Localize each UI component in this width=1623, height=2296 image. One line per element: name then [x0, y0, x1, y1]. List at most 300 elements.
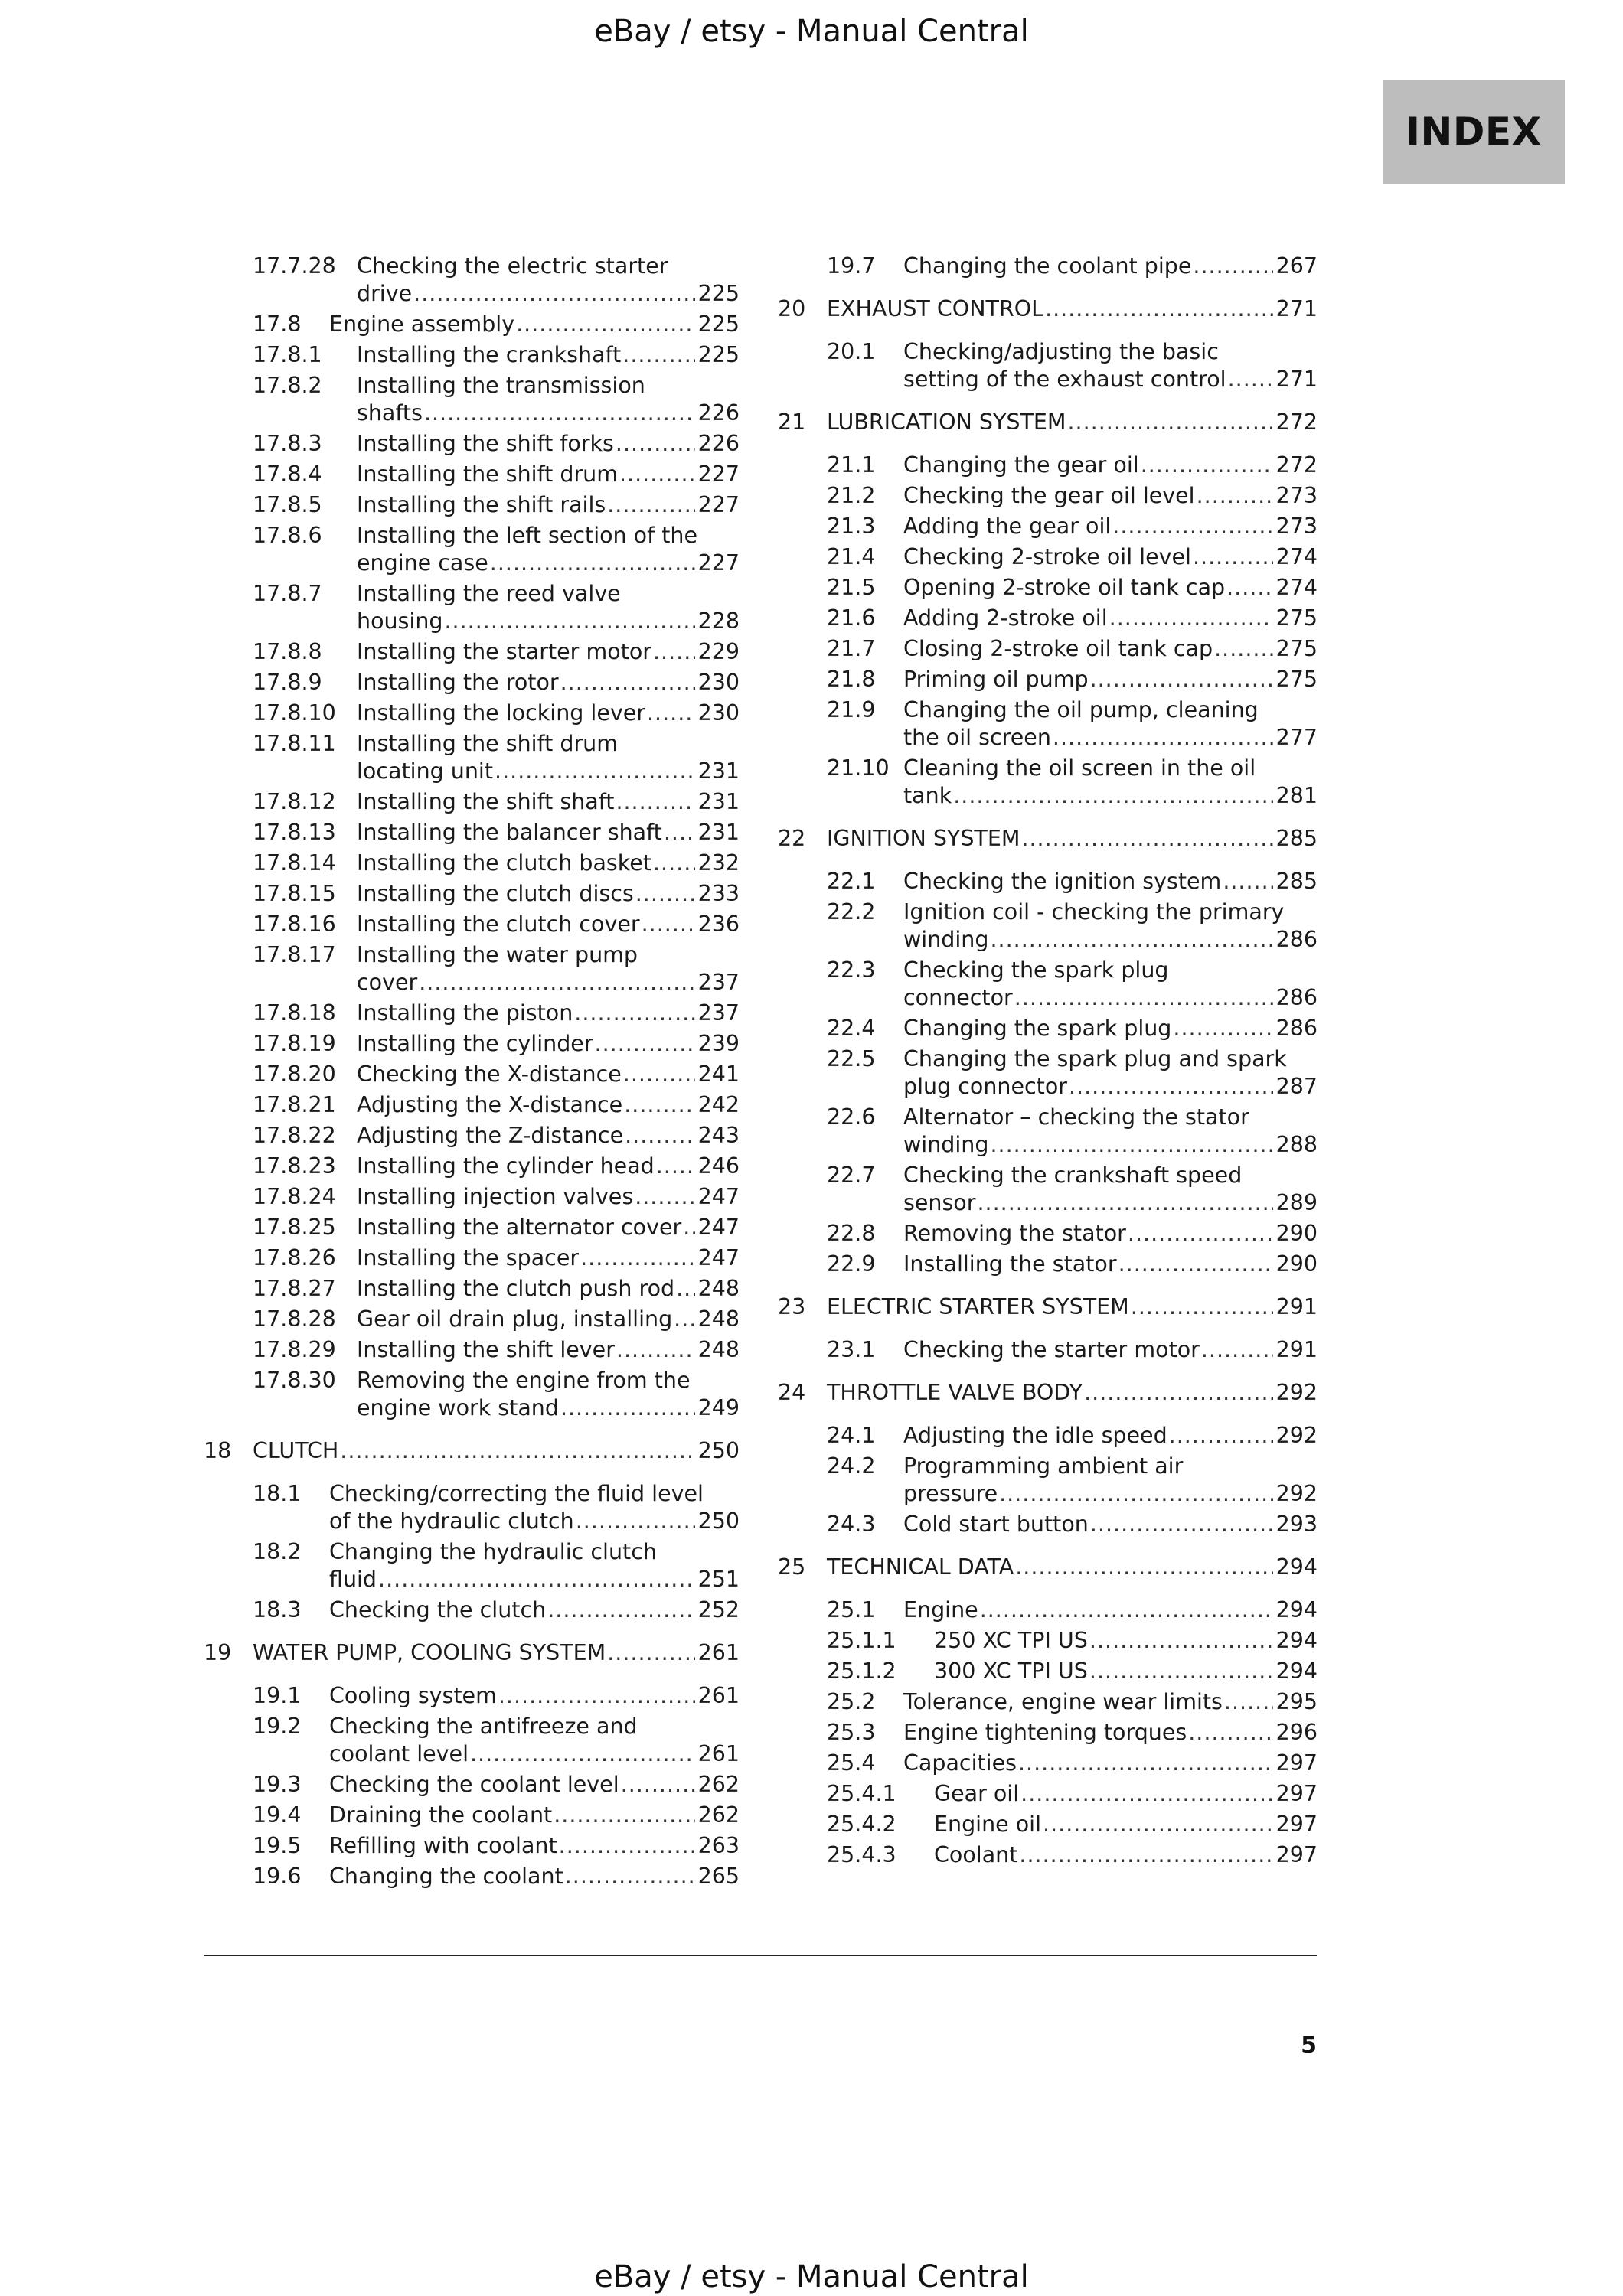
toc-entry-title: Removing the stator	[903, 1221, 1126, 1246]
toc-entry	[204, 1480, 740, 1535]
index-tab	[1383, 80, 1565, 184]
toc-entry	[778, 1511, 1318, 1538]
toc-entry-title: winding	[903, 927, 989, 952]
toc-entry-title: TECHNICAL DATA	[827, 1554, 1014, 1580]
toc-entry-number: 17.8.15	[253, 881, 336, 906]
dot-leader	[1015, 1554, 1272, 1581]
toc-entry	[204, 669, 740, 696]
toc-entry-page: 226	[697, 400, 740, 426]
toc-entry-title: Tolerance, engine wear limits	[903, 1689, 1223, 1714]
dot-leader	[1201, 1336, 1273, 1364]
toc-entry	[204, 341, 740, 369]
toc-entry-title: cover	[357, 970, 418, 995]
dot-leader	[554, 1802, 694, 1829]
dot-leader	[1223, 868, 1272, 895]
toc-entry-title: Changing the hydraulic clutch	[329, 1539, 657, 1564]
dot-leader	[516, 311, 695, 338]
toc-entry-page: 247	[697, 1245, 740, 1270]
toc-entry-title: coolant level	[329, 1741, 469, 1766]
toc-entry-number: 25.2	[827, 1689, 876, 1714]
dot-leader	[1224, 1688, 1273, 1716]
toc-entry-page: 226	[697, 431, 740, 456]
toc-entry-page: 286	[1275, 927, 1318, 952]
dot-leader	[1193, 543, 1273, 571]
toc-entry	[778, 1841, 1318, 1869]
toc-entry-number: 24.3	[827, 1512, 876, 1537]
toc-entry-title: pressure	[903, 1481, 998, 1506]
toc-entry-page: 230	[697, 670, 740, 695]
toc-entry-title: Engine tightening torques	[903, 1720, 1187, 1745]
toc-entry-title: Changing the gear oil	[903, 452, 1139, 478]
toc-entry-page: 261	[697, 1683, 740, 1708]
toc-entry-number: 17.8.1	[253, 342, 322, 367]
toc-entry-number: 18	[204, 1438, 232, 1463]
toc-entry	[204, 1713, 740, 1768]
toc-entry-title: Changing the coolant pipe	[903, 253, 1192, 279]
toc-entry-title: Installing the shift drum	[357, 461, 618, 487]
dot-leader	[1020, 1780, 1272, 1808]
toc-entry-page: 262	[697, 1802, 740, 1828]
toc-entry-title: Changing the coolant	[329, 1864, 563, 1889]
toc-entry-number: 17.8.10	[253, 700, 336, 726]
toc-entry-page: 295	[1275, 1689, 1318, 1714]
toc-entry-title: Changing the oil pump, cleaning	[903, 697, 1259, 722]
toc-entry	[778, 755, 1318, 810]
toc-entry-title: Ignition coil - checking the primary	[903, 899, 1285, 925]
toc-entry-title: Installing the transmission	[357, 373, 645, 398]
dot-leader	[444, 608, 694, 635]
toc-entry	[204, 700, 740, 727]
toc-entry-number: 17.8.23	[253, 1153, 336, 1179]
toc-entry	[204, 461, 740, 488]
toc-entry-number: 25.4.1	[827, 1781, 896, 1806]
toc-entry	[204, 1596, 740, 1624]
dot-leader	[1226, 574, 1272, 602]
toc-entry-title: Installing injection valves	[357, 1184, 634, 1209]
dot-leader	[624, 1091, 694, 1119]
toc-entry-title: Draining the coolant	[329, 1802, 553, 1828]
toc-entry-page: 274	[1275, 575, 1318, 600]
toc-entry	[204, 1030, 740, 1058]
toc-entry-title: IGNITION SYSTEM	[827, 826, 1020, 851]
toc-entry-title: Installing the spacer	[357, 1245, 580, 1270]
toc-entry-number: 17.8.21	[253, 1092, 336, 1117]
toc-entry-title: Changing the spark plug	[903, 1016, 1172, 1041]
dot-leader	[576, 1508, 695, 1535]
toc-entry-number: 25.4.3	[827, 1842, 896, 1867]
dot-leader	[1053, 724, 1273, 752]
toc-entry-title: Removing the engine from the	[357, 1368, 691, 1393]
dot-leader	[635, 880, 695, 908]
dot-leader	[1045, 295, 1273, 323]
toc-entry-page: 262	[697, 1772, 740, 1797]
dot-leader	[1018, 1750, 1273, 1777]
toc-entry-title: tank	[903, 783, 952, 808]
toc-entry-page: 265	[697, 1864, 740, 1889]
toc-entry-title: Installing the left section of the	[357, 523, 697, 548]
toc-entry-title: WATER PUMP, COOLING SYSTEM	[253, 1640, 606, 1665]
toc-entry-page: 247	[697, 1215, 740, 1240]
dot-leader	[424, 400, 695, 427]
toc-entry-number: 21.1	[827, 452, 876, 478]
toc-entry	[204, 638, 740, 666]
dot-leader	[621, 1771, 695, 1799]
toc-entry	[778, 666, 1318, 693]
dot-leader	[642, 911, 695, 938]
toc-entry-page: 294	[1275, 1628, 1318, 1653]
toc-entry-title: Adjusting the X-distance	[357, 1092, 623, 1117]
toc-entry-number: 21.5	[827, 575, 876, 600]
toc-entry-title: Changing the spark plug and spark	[903, 1046, 1287, 1071]
toc-entry	[778, 635, 1318, 663]
toc-entry-number: 23	[778, 1294, 806, 1319]
toc-entry-title: Checking the antifreeze and	[329, 1714, 638, 1739]
toc-entry-title: Engine oil	[934, 1812, 1042, 1837]
toc-entry	[778, 543, 1318, 571]
bottom-rule	[204, 1955, 1317, 1956]
dot-leader	[607, 491, 694, 519]
toc-entry-title: Installing the clutch basket	[357, 850, 651, 876]
toc-entry-number: 17.8.25	[253, 1215, 336, 1240]
toc-entry-number: 17.8.16	[253, 912, 336, 937]
toc-entry-number: 22.8	[827, 1221, 876, 1246]
toc-entry	[778, 825, 1318, 853]
toc-entry-page: 293	[1275, 1512, 1318, 1537]
toc-entry	[204, 1091, 740, 1119]
dot-leader	[622, 341, 694, 369]
toc-entry-number: 17.8.29	[253, 1337, 336, 1362]
toc-entry-number: 22.3	[827, 957, 876, 983]
toc-entry-title: CLUTCH	[253, 1438, 339, 1463]
toc-entry	[778, 574, 1318, 602]
dot-leader	[419, 969, 694, 996]
toc-entry-number: 17.8.4	[253, 461, 322, 487]
toc-entry	[778, 899, 1318, 954]
dot-leader	[1019, 1841, 1272, 1869]
toc-entry-page: 225	[697, 342, 740, 367]
toc-entry-page: 273	[1275, 514, 1318, 539]
toc-entry-title: Closing 2-stroke oil tank cap	[903, 636, 1213, 661]
toc-entry-number: 22	[778, 826, 806, 851]
toc-entry-number: 17.8.18	[253, 1000, 336, 1026]
toc-entry-page: 263	[697, 1833, 740, 1858]
dot-leader	[559, 1832, 695, 1860]
toc-entry-title: Installing the clutch discs	[357, 881, 634, 906]
toc-entry-page: 232	[697, 850, 740, 876]
dot-leader	[378, 1566, 695, 1593]
toc-entry-number: 24.2	[827, 1453, 876, 1479]
toc-entry-title: the oil screen	[903, 725, 1051, 750]
toc-entry-number: 17.8	[253, 311, 302, 337]
index-tab-label: INDEX	[1406, 109, 1542, 154]
toc-entry-title: Installing the shift rails	[357, 492, 606, 517]
toc-entry	[778, 253, 1318, 280]
toc-entry	[778, 295, 1318, 323]
dot-leader	[595, 1030, 695, 1058]
toc-entry	[204, 1306, 740, 1333]
toc-entry-number: 17.8.12	[253, 789, 336, 814]
toc-entry-page: 297	[1275, 1812, 1318, 1837]
toc-left-column	[204, 253, 740, 1893]
toc-entry	[204, 1275, 740, 1303]
toc-entry	[204, 1771, 740, 1799]
toc-entry-title: engine work stand	[357, 1395, 559, 1420]
toc-entry-title: Checking the coolant level	[329, 1772, 619, 1797]
toc-entry-title: Cold start button	[903, 1512, 1089, 1537]
dot-leader	[1089, 1658, 1273, 1685]
toc-entry-number: 18.1	[253, 1481, 302, 1506]
toc-entry-number: 19.1	[253, 1683, 302, 1708]
toc-entry-title: Installing the cylinder head	[357, 1153, 655, 1179]
toc-entry-title: Checking the electric starter	[357, 253, 668, 279]
toc-entry-title: LUBRICATION SYSTEM	[827, 409, 1066, 435]
dot-leader	[990, 1131, 1272, 1159]
toc-entry-number: 19.5	[253, 1833, 302, 1858]
toc-entry-page: 292	[1275, 1380, 1318, 1405]
dot-leader	[1197, 482, 1273, 510]
toc-entry	[778, 1336, 1318, 1364]
toc-entry	[778, 513, 1318, 540]
toc-entry-number: 25.4.2	[827, 1812, 896, 1837]
dot-leader	[547, 1596, 694, 1624]
toc-entry-page: 228	[697, 608, 740, 634]
dot-leader	[616, 430, 695, 458]
toc-entry-number: 22.5	[827, 1046, 876, 1071]
toc-entry-title: Installing the starter motor	[357, 639, 651, 664]
toc-entry-page: 290	[1275, 1251, 1318, 1277]
dot-leader	[574, 1000, 694, 1027]
toc-entry-page: 243	[697, 1123, 740, 1148]
toc-entry	[778, 1220, 1318, 1247]
toc-entry	[778, 1379, 1318, 1407]
toc-entry-number: 24	[778, 1380, 806, 1405]
toc-entry	[204, 1122, 740, 1150]
toc-entry	[204, 788, 740, 816]
toc-entry-number: 25.3	[827, 1720, 876, 1745]
toc-entry-number: 21.6	[827, 605, 876, 631]
toc-entry	[204, 1183, 740, 1211]
dot-leader	[977, 1189, 1272, 1217]
dot-leader	[676, 1275, 694, 1303]
toc-entry-number: 19.3	[253, 1772, 302, 1797]
toc-entry	[204, 1367, 740, 1422]
toc-entry-title: Engine	[903, 1597, 978, 1623]
toc-entry	[204, 1832, 740, 1860]
toc-entry-number: 17.8.3	[253, 431, 322, 456]
toc-entry-number: 22.7	[827, 1163, 876, 1188]
toc-entry-page: 250	[697, 1508, 740, 1534]
toc-entry	[778, 1811, 1318, 1838]
toc-entry	[778, 1015, 1318, 1042]
toc-entry-number: 20	[778, 296, 806, 321]
toc-entry-title: sensor	[903, 1190, 976, 1215]
toc-entry	[204, 430, 740, 458]
toc-entry-number: 25.4	[827, 1750, 876, 1776]
toc-entry-title: Installing the clutch cover	[357, 912, 640, 937]
dot-leader	[1014, 984, 1273, 1012]
toc-entry	[204, 253, 740, 308]
toc-entry-title: Installing the shift drum	[357, 731, 618, 756]
dot-leader	[990, 926, 1272, 954]
dot-leader	[625, 1122, 694, 1150]
toc-entry	[204, 1437, 740, 1465]
toc-entry	[778, 1422, 1318, 1450]
toc-entry-page: 272	[1275, 452, 1318, 478]
toc-entry-title: Installing the shift shaft	[357, 789, 615, 814]
toc-entry-page: 281	[1275, 783, 1318, 808]
toc-entry-page: 239	[697, 1031, 740, 1056]
dot-leader	[498, 1682, 695, 1710]
toc-entry-page: 249	[697, 1395, 740, 1420]
toc-entry-title: Installing the water pump	[357, 942, 638, 967]
toc-entry-number: 21.4	[827, 544, 876, 569]
toc-entry-title: Checking the clutch	[329, 1597, 547, 1623]
toc-entry-title: Checking the ignition system	[903, 869, 1222, 894]
toc-entry-title: Coolant	[934, 1842, 1018, 1867]
toc-entry-title: Checking/correcting the fluid level	[329, 1481, 704, 1506]
toc-entry	[204, 1214, 740, 1241]
toc-entry	[204, 880, 740, 908]
toc-entry	[778, 696, 1318, 752]
toc-entry-title: Checking the crankshaft speed	[903, 1163, 1243, 1188]
toc-entry-page: 230	[697, 700, 740, 726]
toc-entry-page: 227	[697, 492, 740, 517]
toc-entry	[778, 1554, 1318, 1581]
toc-entry-number: 17.8.27	[253, 1276, 336, 1301]
toc-entry-page: 231	[697, 820, 740, 845]
toc-entry-page: 236	[697, 912, 740, 937]
toc-entry-page: 297	[1275, 1842, 1318, 1867]
toc-entry-page: 289	[1275, 1190, 1318, 1215]
dot-leader	[619, 461, 695, 488]
toc-entry-number: 19.2	[253, 1714, 302, 1739]
toc-right-column	[778, 253, 1318, 1872]
toc-entry-title: Installing the shift forks	[357, 431, 614, 456]
toc-entry-title: Engine assembly	[329, 311, 515, 337]
toc-entry-number: 17.8.7	[253, 581, 322, 606]
toc-entry-number: 17.8.9	[253, 670, 322, 695]
toc-entry-number: 17.8.5	[253, 492, 322, 517]
toc-entry-page: 287	[1275, 1074, 1318, 1099]
dot-leader	[1112, 513, 1272, 540]
toc-entry-page: 286	[1275, 985, 1318, 1010]
toc-entry-number: 21.3	[827, 514, 876, 539]
toc-entry-page: 271	[1275, 367, 1318, 392]
toc-entry	[778, 482, 1318, 510]
toc-entry-page: 274	[1275, 544, 1318, 569]
toc-entry-page: 294	[1275, 1554, 1318, 1580]
toc-entry-title: Opening 2-stroke oil tank cap	[903, 575, 1226, 600]
toc-entry-page: 227	[697, 550, 740, 576]
dot-leader	[1043, 1811, 1273, 1838]
toc-entry-number: 21.7	[827, 636, 876, 661]
dot-leader	[664, 819, 695, 846]
toc-entry-page: 285	[1275, 826, 1318, 851]
toc-entry-page: 246	[697, 1153, 740, 1179]
dot-leader	[980, 1596, 1273, 1624]
toc-entry-title: Installing the rotor	[357, 670, 559, 695]
toc-entry-title: Cooling system	[329, 1683, 497, 1708]
toc-entry-page: 261	[697, 1640, 740, 1665]
toc-entry-number: 17.8.19	[253, 1031, 336, 1056]
dot-leader	[1118, 1251, 1273, 1278]
toc-entry-number: 22.2	[827, 899, 876, 925]
toc-entry-number: 17.8.30	[253, 1368, 336, 1393]
dot-leader	[1090, 666, 1273, 693]
toc-entry	[204, 372, 740, 427]
toc-entry-number: 19.4	[253, 1802, 302, 1828]
dot-leader	[674, 1306, 694, 1333]
toc-entry-number: 19	[204, 1640, 232, 1665]
toc-entry-page: 294	[1275, 1658, 1318, 1684]
toc-entry-number: 17.8.6	[253, 523, 322, 548]
toc-entry-page: 292	[1275, 1481, 1318, 1506]
toc-entry-title: Installing the piston	[357, 1000, 573, 1026]
toc-entry-page: 294	[1275, 1597, 1318, 1623]
toc-entry-title: Installing the alternator cover	[357, 1215, 682, 1240]
toc-entry-title: fluid	[329, 1567, 377, 1592]
toc-entry-page: 231	[697, 758, 740, 784]
toc-entry	[204, 311, 740, 338]
toc-entry-title: Capacities	[903, 1750, 1017, 1776]
toc-entry-page: 225	[697, 311, 740, 337]
toc-entry	[204, 522, 740, 577]
dot-leader	[1084, 1379, 1272, 1407]
toc-entry-page: 291	[1275, 1294, 1318, 1319]
toc-entry	[778, 1688, 1318, 1716]
toc-entry	[778, 1658, 1318, 1685]
dot-leader	[1193, 253, 1272, 280]
dot-leader	[1128, 1220, 1273, 1247]
dot-leader	[953, 782, 1272, 810]
toc-entry	[778, 605, 1318, 632]
toc-entry	[204, 730, 740, 785]
toc-entry-title: Checking the X-distance	[357, 1062, 622, 1087]
page-header: eBay / etsy - Manual Central	[594, 14, 1029, 49]
dot-leader	[490, 550, 695, 577]
toc-entry-number: 25.1.1	[827, 1628, 896, 1653]
dot-leader	[340, 1437, 694, 1465]
toc-entry-title: drive	[357, 281, 413, 306]
toc-entry-title: THROTTLE VALVE BODY	[827, 1380, 1083, 1405]
toc-entry-title: engine case	[357, 550, 488, 576]
toc-entry	[204, 1000, 740, 1027]
toc-entry-page: 229	[697, 639, 740, 664]
toc-entry	[778, 1596, 1318, 1624]
dot-leader	[647, 700, 695, 727]
toc-entry	[204, 1153, 740, 1180]
toc-entry-page: 277	[1275, 725, 1318, 750]
toc-entry-page: 286	[1275, 1016, 1318, 1041]
toc-entry	[204, 1682, 740, 1710]
toc-entry	[204, 1244, 740, 1272]
toc-entry-page: 292	[1275, 1423, 1318, 1448]
toc-entry-page: 296	[1275, 1720, 1318, 1745]
dot-leader	[560, 669, 695, 696]
toc-entry	[204, 580, 740, 635]
toc-entry-number: 18.3	[253, 1597, 302, 1623]
toc-entry	[204, 1863, 740, 1890]
toc-entry-page: 248	[697, 1337, 740, 1362]
toc-entry	[778, 1750, 1318, 1777]
toc-entry-title: housing	[357, 608, 443, 634]
toc-entry-title: Gear oil	[934, 1781, 1020, 1806]
toc-entry-page: 271	[1275, 296, 1318, 321]
toc-entry-number: 22.9	[827, 1251, 876, 1277]
toc-entry-page: 248	[697, 1306, 740, 1332]
toc-entry	[204, 850, 740, 877]
toc-entry	[778, 452, 1318, 479]
